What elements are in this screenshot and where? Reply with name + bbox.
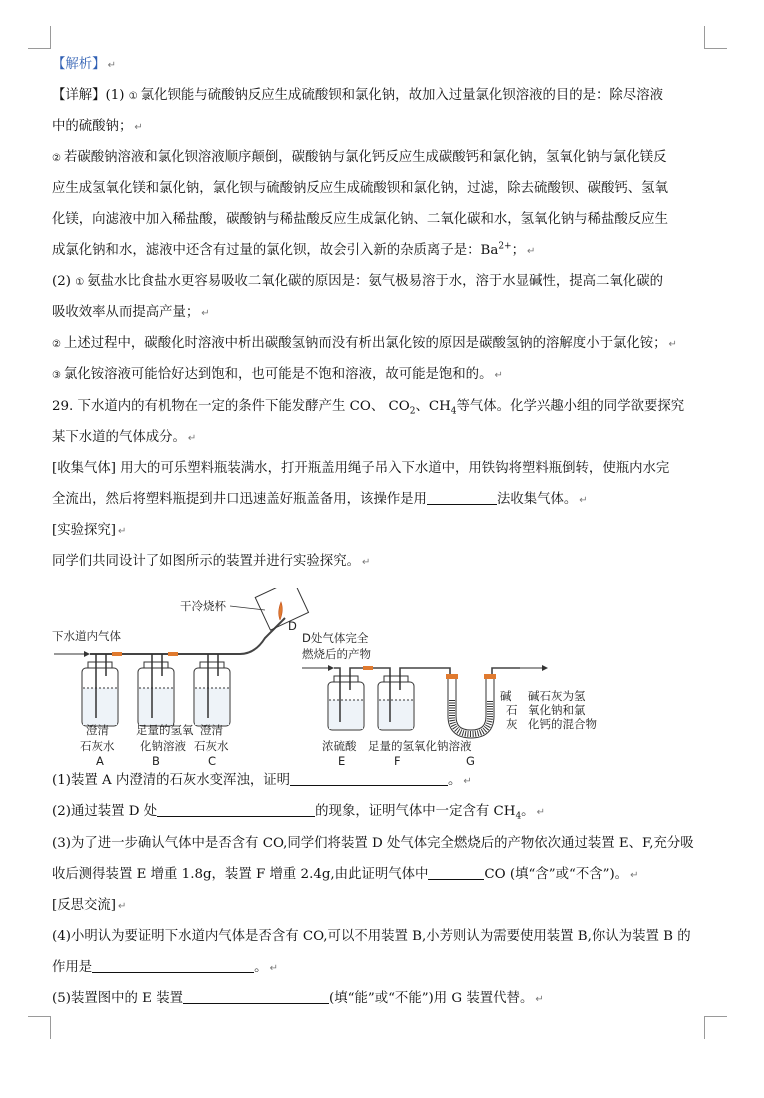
question-4-line-2: 作用是 。 ↵ — [52, 960, 278, 975]
label-c-2: 石灰水 — [194, 739, 229, 753]
label-f: F — [394, 754, 401, 768]
detail-line-7: (2) ① 氨盐水比食盐水更容易吸收二氧化碳的原因是：氨气极易溶于水，溶于水显碱性，提高二氧化碳的 — [52, 274, 663, 289]
bottle-f — [378, 676, 414, 730]
detail-line-9: ② 上述过程中，碳酸化时溶液中析出碳酸氢钠而没有析出氯化铵的原因是碳酸氢钠的溶解度小于氯化铵； ↵ — [52, 336, 677, 351]
products-label-1: D处气体完全 — [302, 631, 369, 645]
collect-gas-line-2: 全流出，然后将塑料瓶提到井口迅速盖好瓶盖备用，该操作是用 法收集气体。 ↵ — [52, 492, 588, 507]
experiment-intro: 同学们共同设计了如图所示的装置并进行实验探究。 ↵ — [52, 554, 371, 569]
question-29-intro-2: 某下水道的气体成分。 ↵ — [52, 430, 197, 445]
u-tube-g — [446, 674, 496, 734]
detail-line-4: 应生成氢氧化镁和氯化钠，氯化钡与硫酸钠反应生成硫酸钡和氯化钠，过滤，除去硫酸钡、碳酸钙、氢氧 — [52, 181, 668, 196]
corner-mark-top-left — [28, 26, 51, 49]
answer-blank-2[interactable] — [157, 803, 315, 817]
label-c: C — [208, 754, 217, 768]
collect-gas-line-1: [收集气体] 用大的可乐塑料瓶装满水，打开瓶盖用绳子吊入下水道中，用铁钩将塑料瓶倒转，使瓶内水完 — [52, 461, 670, 476]
bottle-e — [328, 666, 373, 730]
corner-mark-top-right — [704, 26, 727, 49]
note-1: 碱石灰为氢 — [528, 689, 586, 703]
beaker-label: 干冷烧杯 — [180, 599, 226, 613]
d-label: D — [288, 619, 297, 633]
section-experiment: [实验探究] ↵ — [52, 523, 127, 538]
corner-mark-bottom-right — [704, 1016, 727, 1039]
label-c-1: 澄清 — [200, 723, 223, 737]
note-2: 氧化钠和氯 — [528, 703, 586, 717]
label-e: E — [338, 754, 346, 768]
detail-line-6: 成氯化钠和水，滤液中还含有过量的氯化钡，故会引入新的杂质离子是：$Ba^{2+}$； ↵ — [52, 241, 536, 258]
answer-blank-3[interactable] — [428, 866, 484, 880]
label-a-2: 石灰水 — [80, 739, 115, 753]
label-g: G — [466, 754, 475, 768]
detail-line-1: 【详解】(1) ① 氯化钡能与硫酸钠反应生成硫酸钡和氯化钠，故加入过量氯化钡溶液的目的是：除尽溶液 — [52, 88, 663, 103]
bottle-b — [138, 652, 178, 726]
detail-line-2: 中的硫酸钠； ↵ — [52, 119, 143, 134]
products-label-2: 燃烧后的产物 — [302, 647, 371, 661]
question-4-line-1: (4)小明认为要证明下水道内气体是否含有 CO,可以不用装置 B,小芳则认为需要使用装置 B,你认为装置 B 的 — [52, 929, 691, 944]
question-2: (2)通过装置 D 处 的现象，证明气体中一定含有 $CH_4$。 ↵ — [52, 804, 545, 822]
bottle-a — [82, 652, 122, 726]
label-a-1: 澄清 — [86, 723, 109, 737]
question-1: (1)装置 A 内澄清的石灰水变浑浊，证明 。 ↵ — [52, 773, 472, 788]
answer-blank-1[interactable] — [290, 772, 448, 786]
analysis-heading: 【解析】 ↵ — [52, 57, 116, 72]
apparatus-diagram — [40, 588, 630, 768]
question-5: (5)装置图中的 E 装置 (填“能”或“不能”)用 G 装置代替。 ↵ — [52, 991, 544, 1006]
label-f-1: 足量的氢氧化钠溶液 — [368, 739, 472, 753]
soda-lime-2: 石 — [506, 703, 518, 717]
label-b: B — [152, 754, 160, 768]
answer-blank-collect[interactable] — [427, 491, 497, 505]
label-b-2: 化钠溶液 — [140, 739, 186, 753]
question-3-line-1: (3)为了进一步确认气体中是否含有 CO,同学们将装置 D 处气体完全燃烧后的产物依次通过装置 E、F,充分吸 — [52, 836, 694, 851]
answer-blank-5[interactable] — [183, 990, 329, 1004]
label-b-1: 足量的氢氧 — [136, 723, 194, 737]
bottle-c — [194, 654, 230, 726]
soda-lime-3: 灰 — [506, 717, 518, 731]
detail-line-3: ② 若碳酸钠溶液和氯化钡溶液顺序颠倒，碳酸钠与氯化钙反应生成碳酸钙和氯化钠，氢氧化钠与氯化镁反 — [52, 150, 667, 165]
question-29-intro: 29. 下水道内的有机物在一定的条件下能发酵产生 CO、 $CO_2$、$CH_4$等气体。化学兴趣小组的同学欲要探究 — [52, 399, 685, 417]
note-3: 化钙的混合物 — [528, 717, 597, 731]
detail-line-10: ③ 氯化铵溶液可能恰好达到饱和，也可能是不饱和溶液，故可能是饱和的。 ↵ — [52, 367, 503, 382]
corner-mark-bottom-left — [28, 1016, 51, 1039]
label-e-1: 浓硫酸 — [322, 739, 357, 753]
label-a: A — [96, 754, 104, 768]
section-reflection: [反思交流] ↵ — [52, 898, 127, 913]
soda-lime-1: 碱 — [500, 689, 512, 703]
question-3-line-2: 收后测得装置 E 增重 1.8g，装置 F 增重 2.4g,由此证明气体中 CO (填“含”或“不含”)。 ↵ — [52, 867, 639, 882]
flame-icon — [279, 602, 283, 620]
detail-line-8: 吸收效率从而提高产量； ↵ — [52, 305, 210, 320]
answer-blank-4[interactable] — [92, 959, 254, 973]
gas-inlet-label: 下水道内气体 — [52, 629, 121, 643]
detail-line-5: 化镁，向滤液中加入稀盐酸，碳酸钠与稀盐酸反应生成氯化钠、二氧化碳和水，氢氧化钠与稀盐酸反应生 — [52, 212, 668, 227]
